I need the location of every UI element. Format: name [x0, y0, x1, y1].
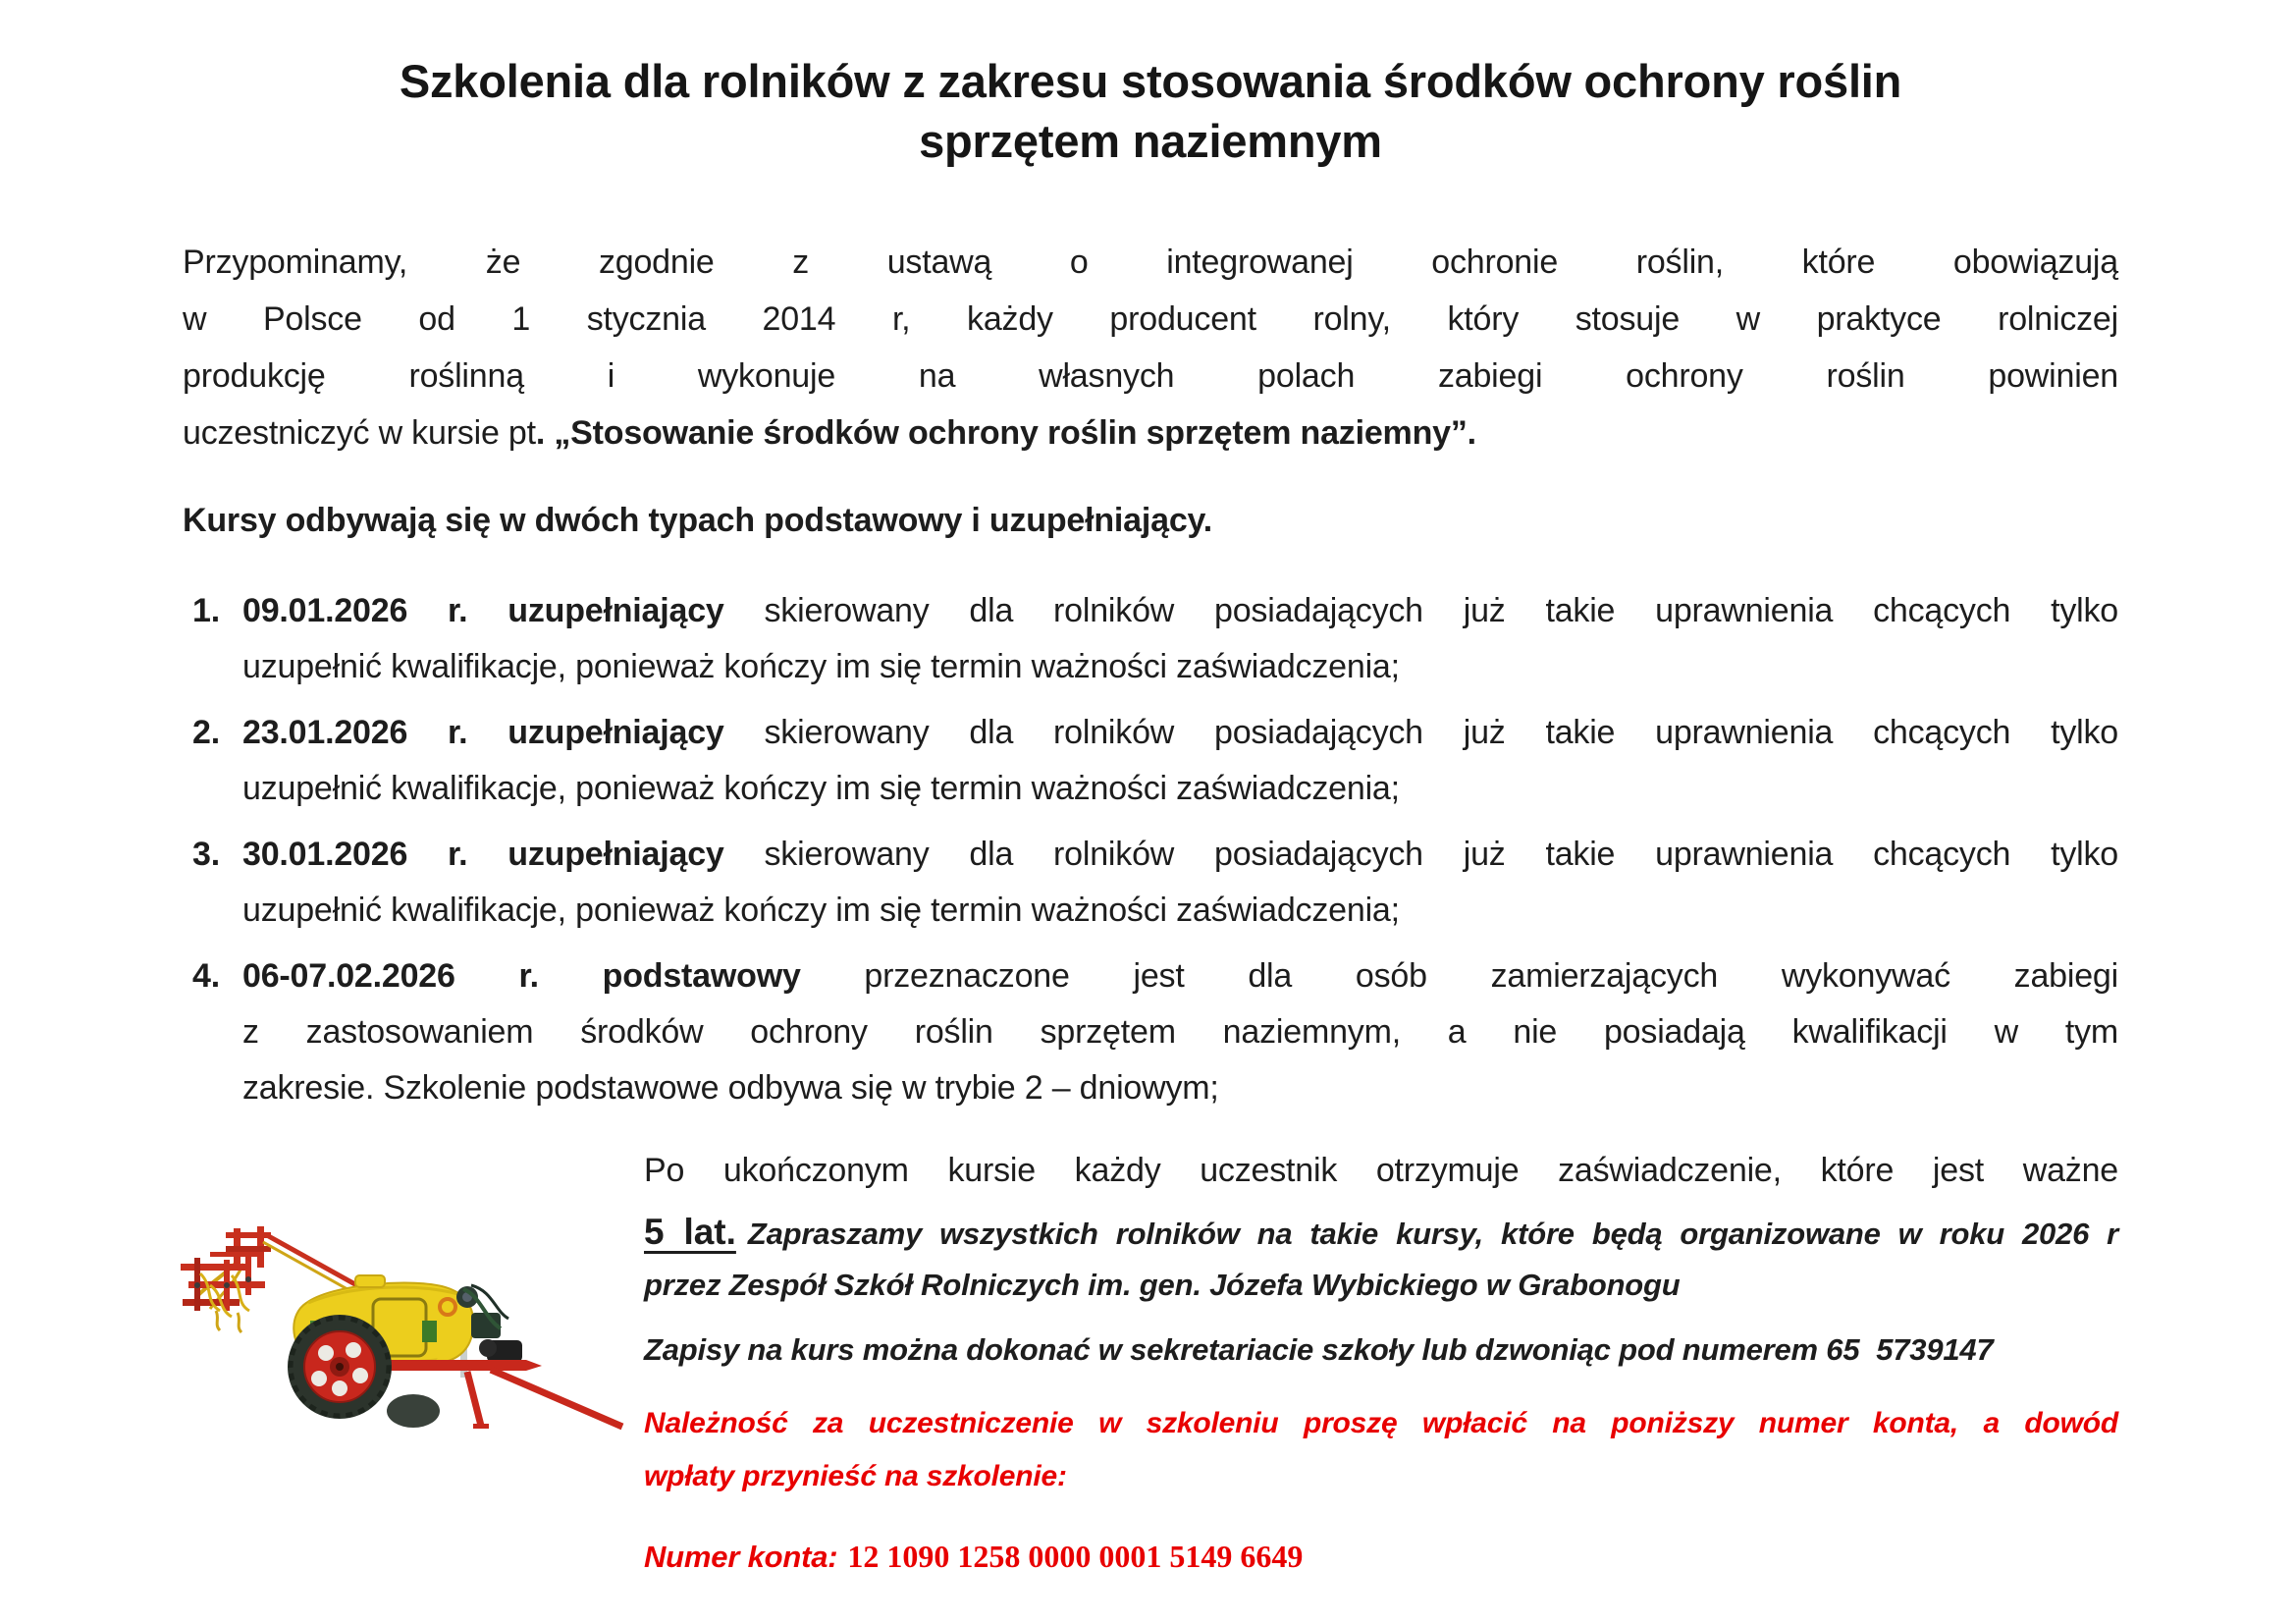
- course-description: skierowany dla rolników posiadających już takie uprawnienia chcących tylko: [723, 592, 2119, 629]
- course-date-lead: 06-07.02.2026 r. podstawowy: [242, 957, 801, 995]
- list-item: [183, 948, 2118, 1116]
- validity-years: 5 lat.: [644, 1212, 736, 1252]
- course-description: skierowany dla rolników posiadających już takie uprawnienia chcących tylko: [723, 836, 2119, 873]
- list-item-line-2: uzupełnić kwalifikacje, ponieważ kończy im się termin ważności zaświadczenia;: [242, 648, 1400, 685]
- course-description: przeznaczone jest dla osób zamierzających wykonywać zabiegi: [800, 957, 2118, 995]
- footer-section: [183, 1148, 2118, 1575]
- page-title: [183, 51, 2118, 171]
- footer-text-column: [644, 1148, 2118, 1575]
- course-description: skierowany dla rolników posiadających już takie uprawnienia chcących tylko: [723, 714, 2119, 751]
- list-item: [183, 705, 2118, 817]
- invitation-paragraph: [644, 1207, 2118, 1311]
- course-date-lead: 09.01.2026 r. uzupełniający: [242, 592, 724, 629]
- sprayer-wheel: [288, 1315, 392, 1419]
- list-item-line-1: [242, 948, 2118, 1004]
- page-title-line-1: Szkolenia dla rolników z zakresu stosowania środków ochrony roślin: [399, 55, 1902, 107]
- list-item-number: 4.: [192, 957, 220, 995]
- invitation-line-1: [644, 1207, 2118, 1260]
- course-date-lead: 30.01.2026 r. uzupełniający: [242, 836, 724, 873]
- payment-line-2: wpłaty przynieść na szkolenie:: [644, 1460, 1067, 1492]
- account-number-line: [644, 1539, 2118, 1575]
- account-number: 12 1090 1258 0000 0001 5149 6649: [847, 1539, 1304, 1574]
- payment-line-1: Należność za uczestniczenie w szkoleniu proszę wpłacić na poniższy numer konta, a dowód: [644, 1407, 2118, 1439]
- field-sprayer-photo: [183, 1148, 644, 1575]
- signup-line: Zapisy na kurs można dokonać w sekretariacie szkoły lub dzwoniąc pod numerem 65 5739147: [644, 1332, 1994, 1367]
- list-item: [183, 583, 2118, 695]
- intro-line-4-regular: uczestniczyć w kursie pt: [183, 414, 536, 452]
- intro-line-3: produkcję roślinną i wykonuje na własnych polach zabiegi ochrony roślin powinien: [183, 357, 2118, 395]
- list-item-line-1: [242, 705, 2118, 761]
- course-date-list: [183, 583, 2118, 1116]
- list-item-number: 2.: [192, 714, 220, 751]
- invitation-line-2: przez Zespół Szkół Rolniczych im. gen. Józefa Wybickiego w Grabonogu: [644, 1268, 1681, 1302]
- intro-line-4: [183, 405, 2118, 461]
- intro-line-2: w Polsce od 1 stycznia 2014 r, każdy producent rolny, który stosuje w praktyce rolniczej: [183, 300, 2118, 338]
- list-item-number: 3.: [192, 836, 220, 873]
- field-sprayer-illustration: [181, 1224, 632, 1470]
- course-name-bold: . „Stosowanie środków ochrony roślin sprzętem naziemny”.: [535, 414, 1476, 452]
- list-item-line-2: uzupełnić kwalifikacje, ponieważ kończy im się termin ważności zaświadczenia;: [242, 770, 1400, 807]
- course-date-lead: 23.01.2026 r. uzupełniający: [242, 714, 724, 751]
- invitation-text: Zapraszamy wszystkich rolników na takie kursy, które będą organizowane w roku 2026 r: [747, 1217, 2118, 1251]
- list-item: [183, 827, 2118, 939]
- account-label: Numer konta:: [644, 1540, 838, 1574]
- sprayer-boom: [181, 1252, 265, 1332]
- list-item-line-1: [242, 583, 2118, 639]
- payment-note: [644, 1397, 2118, 1503]
- list-item-line-2: uzupełnić kwalifikacje, ponieważ kończy im się termin ważności zaświadczenia;: [242, 892, 1400, 929]
- intro-line-1: Przypominamy, że zgodnie z ustawą o integrowanej ochronie roślin, które obowiązują: [183, 244, 2118, 281]
- list-item-line-3: zakresie. Szkolenie podstawowe odbywa się w trybie 2 – dniowym;: [242, 1069, 1219, 1107]
- list-item-line-1: [242, 827, 2118, 883]
- list-item-number: 1.: [192, 592, 220, 629]
- sprayer-rear-wheel: [387, 1394, 440, 1428]
- page-title-line-2: sprzętem naziemnym: [919, 115, 1382, 167]
- subheading: Kursy odbywają się w dwóch typach podstawowy i uzupełniający.: [183, 502, 1212, 539]
- list-item-line-2: z zastosowaniem środków ochrony roślin sprzętem naziemnym, a nie posiadają kwalifikacji w tym: [242, 1013, 2118, 1051]
- certificate-line: Po ukończonym kursie każdy uczestnik otrzymuje zaświadczenie, które jest ważne: [644, 1152, 2118, 1189]
- intro-paragraph: [183, 234, 2118, 461]
